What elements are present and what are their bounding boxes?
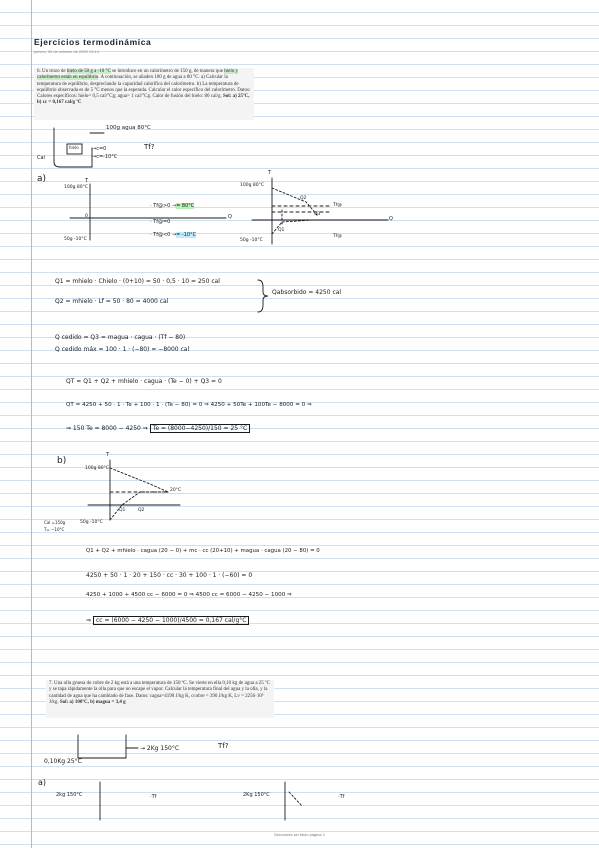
problem-6-statement: 6. Un trozo de hielo de 50 g a -10 °C se introduce en un calorímetro de 150 g, de manera que hielo y calorímetro están en equilibrio. A continuación, se añaden 100 g de agua a 80 °C. a) Calcular la temperatura de equilibrio, despreciando la capacidad calorífica del calorímetro. b) La temperatura de equilibrio observada es de 5 °C menos que la esperada. Calcular el calor específico del calorímetro. Datos: Calores específicos: hielo= 0,5 cal/°Cg; agua= 1 cal/°Cg. Calor de fusión del hielo: 80 cal/g. Sol: a) 25ºC, b) cc = 0,167 cal/g ºC [34, 68, 254, 120]
eq-b3: 4250 + 1000 + 4500 cc − 6000 = 0 ⇒ 4500 cc = 6000 − 4250 − 1000 ⇒ [86, 592, 292, 598]
eq-q2: Q2 = mhielo · Lf = 50 · 80 = 4000 cal [55, 298, 169, 305]
p7-part-a-label: a) [38, 778, 47, 787]
page-date: jueves, 30 de octubre de 2020 13:14 [34, 49, 99, 54]
eq-q1: Q1 = mhielo · Chielo · (0+10) = 50 · 0,5 · 10 = 250 cal [55, 278, 220, 285]
p7-water-label: 0,10Kg 25°C [44, 758, 82, 765]
p7-tf-question: Tf? [218, 742, 229, 750]
eq-qt: QT = Q1 + Q2 + mhielo · cagua · (Te − 0) + Q3 = 0 [66, 378, 222, 385]
eq-final-a: ⇒ 150 Te = 8000 − 4250 ⇒ Te = (8000−4250)/150 = 25 °C [66, 425, 250, 432]
eq-qcedido-max: Q cedido máx = 100 · 1 · (−80) = −8000 cal [55, 346, 190, 353]
part-a-label: a) [37, 174, 47, 184]
setup-calorimeter-label: Cal [37, 155, 45, 161]
eq-qcedido: Q cedido = Q3 = magua · cagua · (Tf − 80) [55, 334, 186, 341]
eq-b1: Q1 + Q2 + mhielo · cagua (20 − 0) + mc · cc (20+10) + magua · cagua (20 − 80) = 0 [86, 548, 320, 554]
setup-cm10-label: →c=-10°C [92, 154, 118, 160]
part-b-label: b) [57, 456, 67, 466]
page-footer: Secciones sin título página 1 [274, 832, 325, 837]
setup-c0-label: →c=0 [92, 146, 107, 152]
setup-tf-question: Tf? [144, 143, 155, 151]
eq-qt-expanded: QT = 4250 + 50 · 1 · Te + 100 · 1 · (Te − 80) = 0 ⇒ 4250 + 50Te + 100Te − 8000 = 0 ⇒ [66, 402, 312, 408]
answer-a-box: Te = (8000−4250)/150 = 25 °C [150, 424, 250, 433]
problem-7-solution: Sol: a) 100ºC, b) magua = 3,4 g [59, 699, 126, 705]
eq-b2: 4250 + 50 · 1 · 20 + 150 · cc · 30 + 100 · 1 · (−60) = 0 [86, 572, 253, 579]
problem-7-statement: 7. Una olla gruesa de cobre de 2 kg está a una temperatura de 150 ºC. Se vierte en ella 0,10 kg de agua a 25 ºC y se tapa rápidamente la olla para que no escape el vapor. Calcular la temperatura final del agua y la olla, y la cantidad de agua que ha cambiado de fase. Datos: cagua=4190 J/kg K, ccobre = 390 J/kg K, Lv = 2256·10³ J/kg. Sol: a) 100ºC, b) magua = 3,4 g [46, 680, 274, 718]
eq-b4: ⇒ cc = (6000 − 4250 − 1000)/4500 = 0,167 cal/g°C [86, 617, 249, 624]
eq-qabsorbido: Qabsorbido = 4250 cal [272, 289, 342, 296]
p7-pot-label: → 2Kg 150°C [140, 745, 180, 752]
setup-ice-label: hielo [69, 145, 79, 150]
setup-water-label: 100g agua 80°C [106, 125, 151, 131]
problem-6-solution: Sol: a) 25ºC, b) cc = 0,167 cal/g ºC [37, 94, 250, 106]
answer-b-box: cc = (6000 − 4250 − 1000)/4500 = 0,167 cal/g°C [93, 616, 250, 625]
page-title: Ejercicios termodinámica [34, 37, 152, 47]
